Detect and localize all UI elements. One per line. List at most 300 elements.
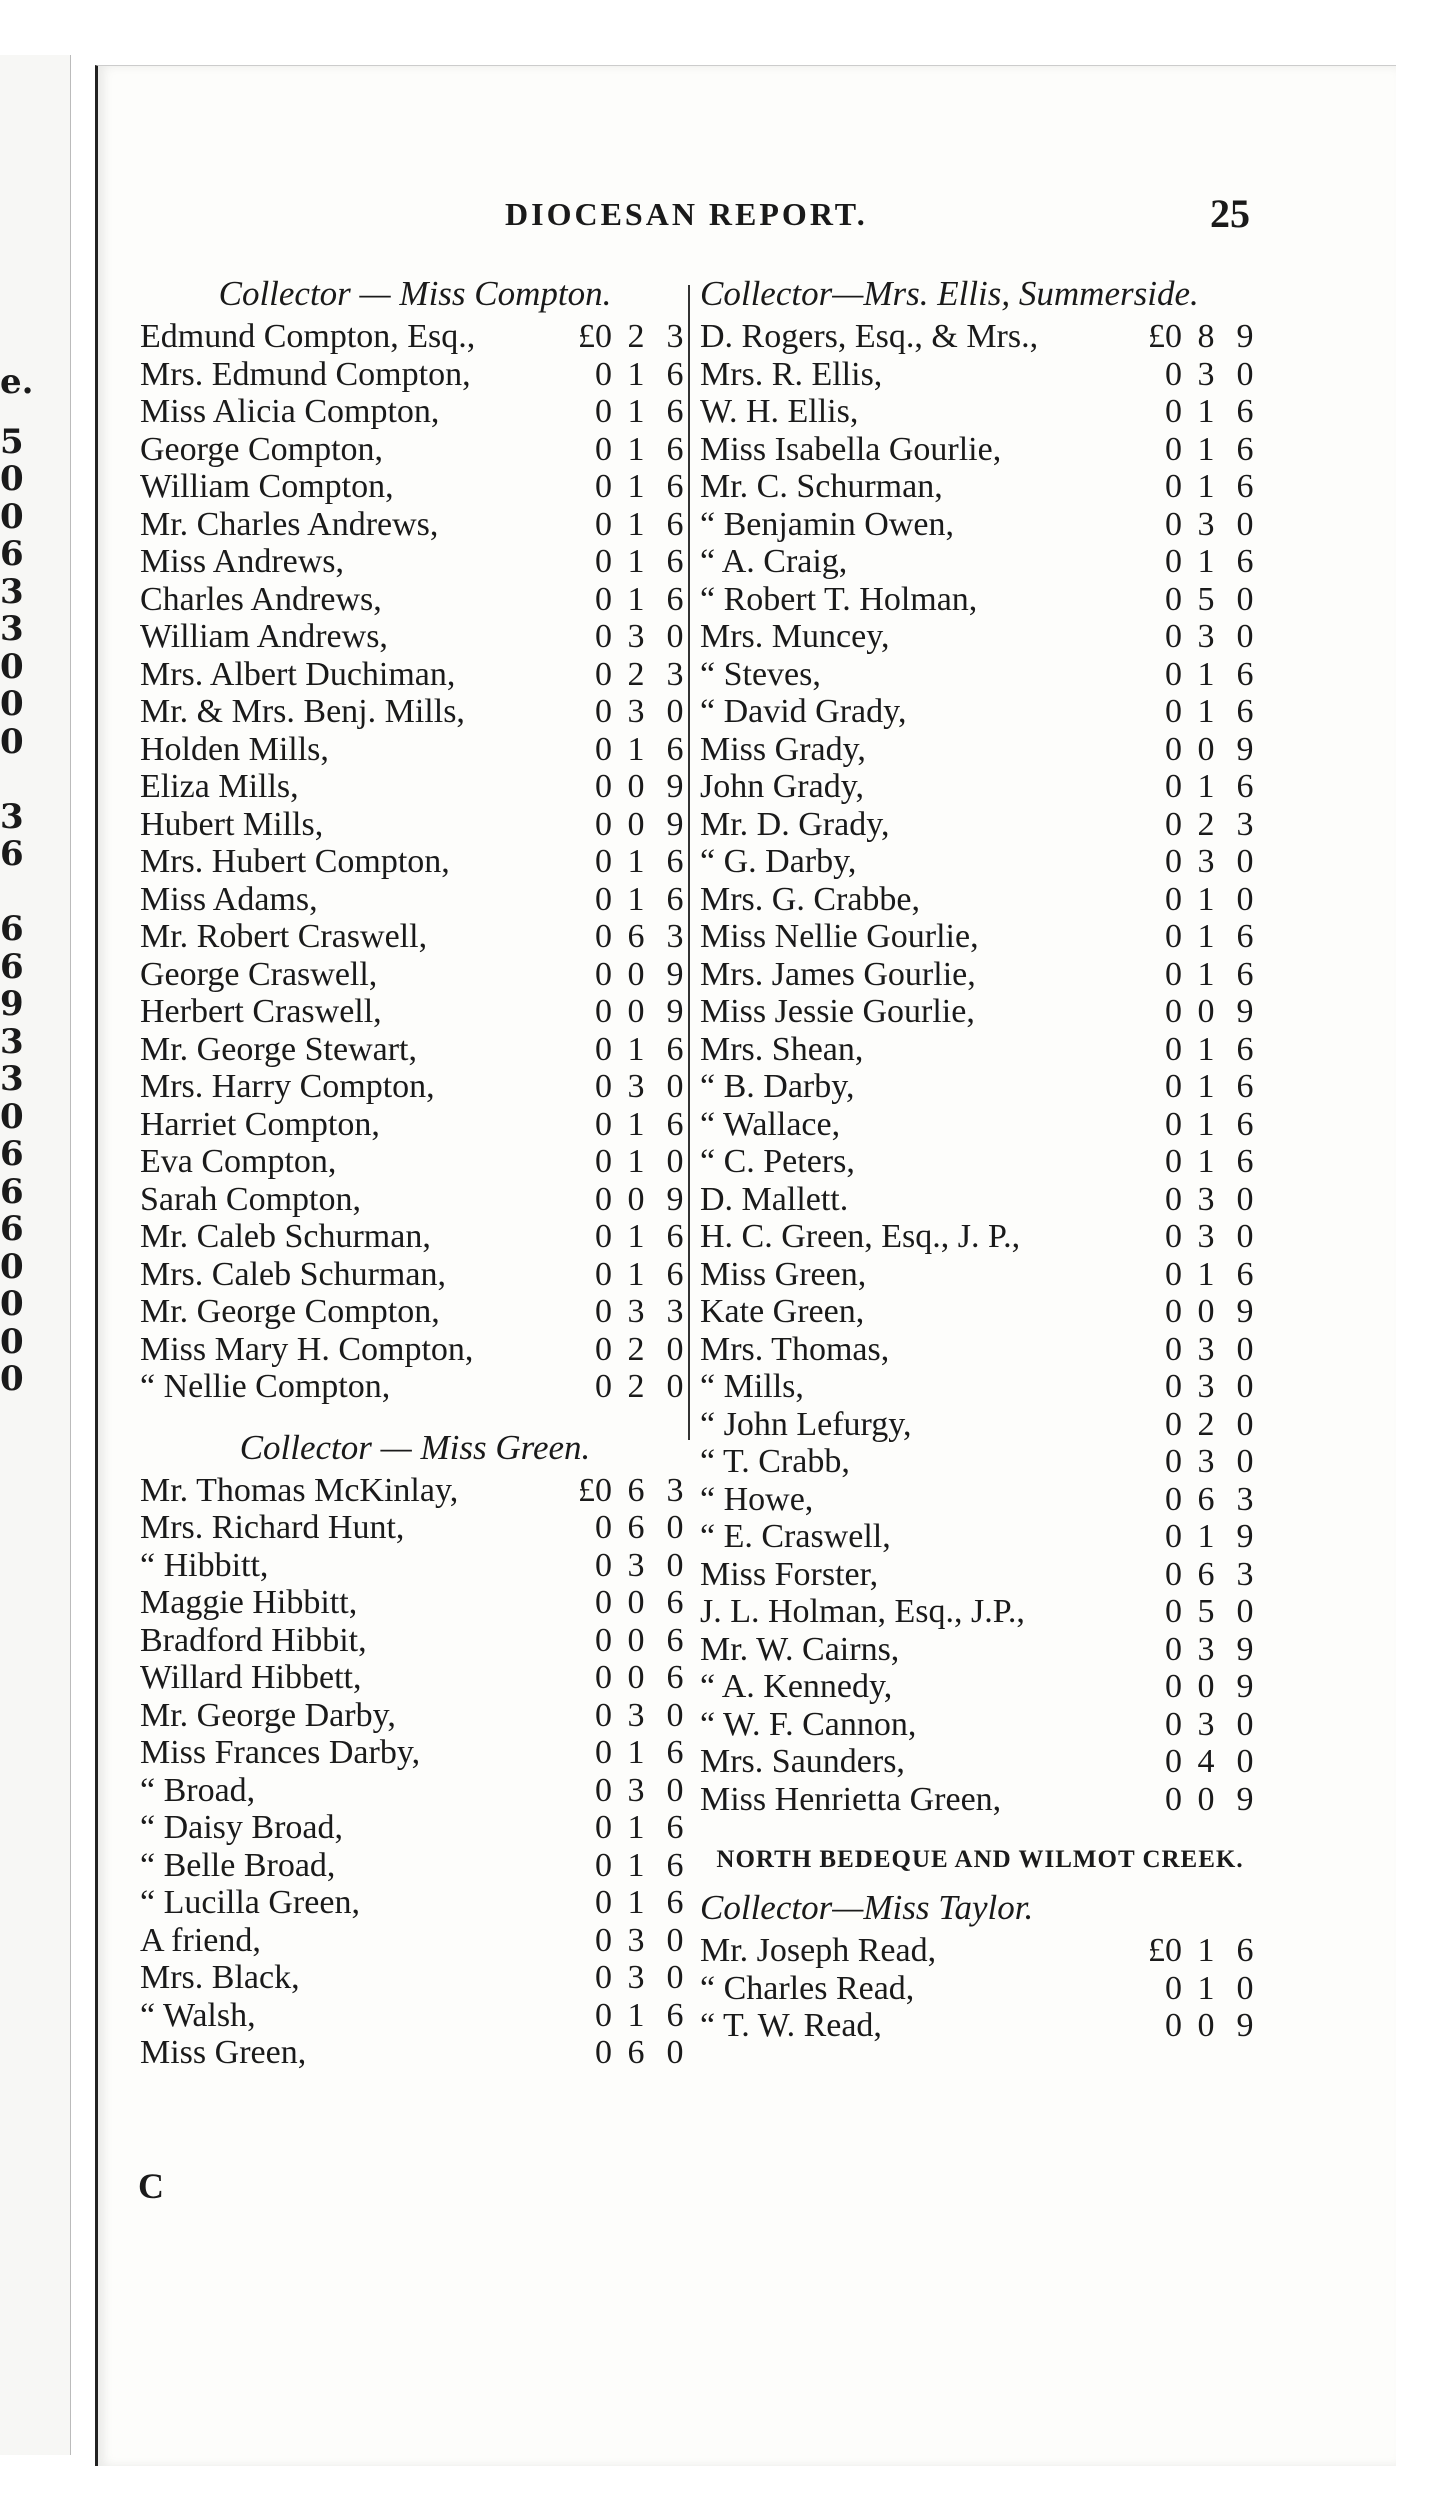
amount-shillings: 0	[1197, 993, 1215, 1030]
amount-shillings: 1	[1197, 768, 1215, 805]
subscriber-name: Mr. George Compton,	[140, 1293, 440, 1330]
amount-pence: 6	[1236, 430, 1254, 468]
amount-pounds: 0	[1165, 430, 1182, 468]
amount-pounds: £0	[578, 1471, 612, 1509]
prev-page-fragment: e.	[0, 362, 34, 402]
amount-pounds: 0	[595, 505, 612, 543]
subscriber-name: Mrs. Harry Compton,	[140, 1068, 435, 1105]
subscriber-row	[700, 468, 1260, 506]
amount-pence: 6	[1236, 1143, 1254, 1180]
subscriber-row	[140, 1106, 690, 1144]
subscriber-row	[140, 1181, 690, 1219]
subscriber-row	[140, 1143, 690, 1181]
amount-shillings: 1	[627, 393, 645, 430]
amount-shillings: 1	[1197, 1969, 1215, 2007]
subscriber-row	[140, 1472, 690, 1510]
subscriber-name: Mr. George Stewart,	[140, 1030, 417, 1068]
amount-pounds: 0	[1165, 730, 1182, 768]
amount-shillings: 6	[627, 1509, 645, 1546]
amount-shillings: 1	[627, 1734, 645, 1771]
amount-pence: 9	[1236, 2007, 1254, 2044]
amount-shillings: 3	[1197, 843, 1215, 880]
subscriber-name: Miss Alicia Compton,	[140, 393, 440, 430]
subscriber-name: Miss Henrietta Green,	[700, 1780, 1002, 1818]
amount-shillings: 0	[1197, 1780, 1215, 1818]
amount-shillings: 0	[627, 955, 645, 993]
subscriber-name: Mrs. Richard Hunt,	[140, 1509, 405, 1546]
amount-shillings: 2	[627, 1368, 645, 1405]
subscriber-name: Eliza Mills,	[140, 768, 299, 805]
prev-page-fragment: 3	[0, 797, 24, 837]
amount-pence: 0	[666, 618, 684, 655]
running-title: DIOCESAN REPORT.	[505, 196, 868, 232]
prev-page-fragment: 3	[0, 609, 24, 649]
collector-heading: Collector—Miss Taylor.	[700, 1888, 1034, 1927]
amount-pounds: 0	[595, 1068, 612, 1105]
amount-pence: 0	[666, 1509, 684, 1546]
amount-pounds: 0	[595, 993, 612, 1030]
subscriber-row	[140, 1368, 690, 1406]
subscriber-name: Mr. Charles Andrews,	[140, 505, 439, 543]
amount-shillings: 3	[1197, 505, 1215, 543]
subscriber-name: Mr. & Mrs. Benj. Mills,	[140, 693, 465, 730]
amount-pounds: 0	[1165, 1443, 1182, 1480]
amount-shillings: 1	[1197, 1030, 1215, 1068]
subscriber-row	[700, 1368, 1260, 1406]
subscriber-name: “ Belle Broad,	[140, 1846, 336, 1884]
amount-pence: 0	[666, 1959, 684, 1996]
subscriber-row	[700, 543, 1260, 581]
subscriber-row	[700, 1293, 1260, 1331]
amount-pence: 0	[666, 1921, 684, 1959]
subscriber-name: Edmund Compton, Esq.,	[140, 318, 476, 355]
subscriber-name: “ Lucilla Green,	[140, 1884, 360, 1921]
amount-pounds: 0	[595, 1659, 612, 1696]
subscriber-row	[700, 768, 1260, 806]
amount-shillings: 1	[627, 580, 645, 618]
subscriber-name: William Andrews,	[140, 618, 388, 655]
subscriber-row	[140, 956, 690, 994]
amount-pounds: 0	[595, 1884, 612, 1921]
subscriber-row	[700, 1218, 1260, 1256]
subscriber-name: Sarah Compton,	[140, 1180, 361, 1218]
amount-pence: 3	[666, 918, 684, 955]
prev-page-fragment: 0	[0, 684, 24, 724]
subscriber-row	[700, 806, 1260, 844]
amount-shillings: 1	[1197, 1932, 1215, 1969]
amount-shillings: 1	[627, 880, 645, 918]
amount-pounds: 0	[595, 1921, 612, 1959]
amount-shillings: 1	[627, 1996, 645, 2034]
amount-shillings: 0	[1197, 1668, 1215, 1705]
amount-pounds: 0	[1165, 1480, 1182, 1518]
subscriber-row	[140, 1293, 690, 1331]
subscriber-name: “ A. Kennedy,	[700, 1668, 893, 1705]
amount-shillings: 1	[1197, 1518, 1215, 1555]
amount-pounds: 0	[1165, 355, 1182, 393]
amount-shillings: 1	[627, 1143, 645, 1180]
amount-shillings: 2	[627, 1330, 645, 1368]
amount-shillings: 3	[1197, 1180, 1215, 1218]
subscriber-row	[140, 431, 690, 469]
amount-pence: 0	[1236, 1443, 1254, 1480]
amount-pence: 9	[1236, 993, 1254, 1030]
subscriber-row	[140, 356, 690, 394]
prev-page-fragment: 0	[0, 1097, 24, 1137]
subscriber-row	[700, 1668, 1260, 1706]
subscriber-name: “ Wallace,	[700, 1105, 841, 1143]
amount-pounds: 0	[1165, 1969, 1182, 2007]
amount-shillings: 3	[627, 618, 645, 655]
amount-pence: 6	[666, 580, 684, 618]
amount-pence: 0	[1236, 1405, 1254, 1443]
amount-shillings: 3	[627, 1921, 645, 1959]
subscriber-row	[700, 1443, 1260, 1481]
amount-shillings: 0	[627, 1584, 645, 1621]
subscriber-name: Miss Jessie Gourlie,	[700, 993, 975, 1030]
subscriber-row	[140, 993, 690, 1031]
prev-page-fragment: 3	[0, 1059, 24, 1099]
amount-pence: 0	[666, 1330, 684, 1368]
subscriber-row	[700, 1556, 1260, 1594]
subscriber-row	[700, 1106, 1260, 1144]
subscriber-name: “ B. Darby,	[700, 1068, 855, 1105]
amount-pence: 6	[1236, 1030, 1254, 1068]
amount-pence: 6	[666, 1996, 684, 2034]
amount-shillings: 3	[627, 1546, 645, 1584]
subscriber-row	[140, 1847, 690, 1885]
amount-shillings: 2	[627, 318, 645, 355]
amount-shillings: 1	[627, 1809, 645, 1846]
prev-page-fragment: 6	[0, 1209, 24, 1249]
amount-pounds: 0	[1165, 1593, 1182, 1630]
prev-page-fragment: 6	[0, 534, 24, 574]
subscriber-row	[140, 2034, 690, 2072]
subscriber-row	[700, 1518, 1260, 1556]
subscriber-row	[700, 506, 1260, 544]
amount-pence: 6	[666, 1584, 684, 1621]
amount-pounds: 0	[595, 1734, 612, 1771]
subscriber-name: D. Mallett.	[700, 1180, 849, 1218]
amount-shillings: 3	[627, 1959, 645, 1996]
amount-pounds: 0	[595, 1546, 612, 1584]
amount-shillings: 1	[627, 1255, 645, 1293]
amount-pounds: 0	[1165, 1705, 1182, 1743]
amount-pence: 9	[1236, 730, 1254, 768]
subscriber-row	[700, 1143, 1260, 1181]
amount-shillings: 3	[1197, 355, 1215, 393]
amount-pounds: 0	[1165, 1143, 1182, 1180]
amount-pounds: 0	[595, 430, 612, 468]
subscriber-name: Miss Forster,	[700, 1555, 879, 1593]
prev-page-fragment: 0	[0, 1322, 24, 1362]
subscriber-row	[700, 1181, 1260, 1219]
subscriber-row	[140, 1734, 690, 1772]
subscriber-row	[140, 1959, 690, 1997]
amount-pounds: 0	[595, 730, 612, 768]
amount-shillings: 3	[1197, 1443, 1215, 1480]
subscriber-row	[140, 1218, 690, 1256]
subscriber-name: Herbert Craswell,	[140, 993, 382, 1030]
subscriber-name: Mrs. Hubert Compton,	[140, 843, 450, 880]
amount-pounds: 0	[1165, 1180, 1182, 1218]
prev-page-fragment: 0	[0, 647, 24, 687]
amount-pounds: 0	[595, 1105, 612, 1143]
subscriber-name: “ G. Darby,	[700, 843, 857, 880]
subscriber-row	[140, 918, 690, 956]
amount-shillings: 1	[627, 505, 645, 543]
amount-pence: 9	[666, 993, 684, 1030]
page-number: 25	[1210, 191, 1250, 236]
amount-pounds: 0	[595, 1330, 612, 1368]
amount-shillings: 1	[627, 543, 645, 580]
prev-page-fragment: 0	[0, 1247, 24, 1287]
amount-pence: 0	[666, 693, 684, 730]
subscriber-row	[140, 1068, 690, 1106]
subscriber-name: Willard Hibbett,	[140, 1659, 362, 1696]
prev-page-fragment: 6	[0, 1134, 24, 1174]
amount-shillings: 3	[1197, 1218, 1215, 1255]
subscriber-row	[700, 843, 1260, 881]
amount-shillings: 1	[1197, 880, 1215, 918]
amount-pounds: 0	[595, 1180, 612, 1218]
subscriber-name: Eva Compton,	[140, 1143, 337, 1180]
amount-shillings: 6	[1197, 1555, 1215, 1593]
amount-shillings: 0	[627, 768, 645, 805]
subscriber-name: “ Howe,	[700, 1480, 814, 1518]
subscriber-name: H. C. Green, Esq., J. P.,	[700, 1218, 1021, 1255]
amount-pounds: 0	[595, 1846, 612, 1884]
amount-pence: 0	[1236, 355, 1254, 393]
subscriber-row	[140, 768, 690, 806]
subscriber-name: “ Broad,	[140, 1771, 256, 1809]
amount-pence: 9	[1236, 1293, 1254, 1330]
subscriber-name: John Grady,	[700, 768, 864, 805]
amount-pounds: 0	[1165, 393, 1182, 430]
amount-pounds: 0	[595, 1218, 612, 1255]
subscriber-name: Mr. C. Schurman,	[700, 468, 943, 505]
prev-page-fragment: 6	[0, 1172, 24, 1212]
subscriber-row	[140, 618, 690, 656]
subscriber-name: Mrs. Edmund Compton,	[140, 355, 471, 393]
amount-pounds: 0	[595, 2034, 612, 2071]
amount-pence: 0	[666, 1546, 684, 1584]
amount-shillings: 3	[1197, 1630, 1215, 1668]
amount-pounds: 0	[595, 618, 612, 655]
subscriber-name: Hubert Mills,	[140, 805, 324, 843]
subscriber-row	[700, 1331, 1260, 1369]
amount-pounds: 0	[1165, 543, 1182, 580]
amount-shillings: 1	[1197, 468, 1215, 505]
subscriber-row	[700, 1631, 1260, 1669]
subscriber-row	[700, 918, 1260, 956]
amount-shillings: 1	[627, 843, 645, 880]
amount-pence: 0	[1236, 1969, 1254, 2007]
amount-pounds: 0	[1165, 1218, 1182, 1255]
subscriber-row	[140, 881, 690, 919]
subscriber-row	[700, 1743, 1260, 1781]
amount-shillings: 1	[1197, 430, 1215, 468]
amount-pence: 0	[1236, 1705, 1254, 1743]
subscriber-name: “ T. W. Read,	[700, 2007, 882, 2044]
subscriber-row	[140, 1331, 690, 1369]
amount-shillings: 3	[627, 1696, 645, 1734]
amount-pence: 6	[1236, 468, 1254, 505]
amount-pence: 9	[666, 955, 684, 993]
subscriber-row	[140, 1997, 690, 2035]
left-column	[140, 270, 690, 2072]
amount-pence: 6	[666, 1659, 684, 1696]
subscriber-name: “ Nellie Compton,	[140, 1368, 391, 1405]
amount-shillings: 6	[627, 2034, 645, 2071]
subscriber-name: Miss Andrews,	[140, 543, 345, 580]
amount-pence: 9	[1236, 318, 1254, 355]
amount-pounds: 0	[595, 805, 612, 843]
subscriber-row	[140, 1622, 690, 1660]
amount-pence: 9	[1236, 1630, 1254, 1668]
amount-shillings: 1	[1197, 1068, 1215, 1105]
subscriber-name: George Compton,	[140, 430, 384, 468]
amount-shillings: 1	[627, 430, 645, 468]
amount-shillings: 0	[1197, 2007, 1215, 2044]
amount-shillings: 1	[1197, 393, 1215, 430]
amount-pence: 6	[1236, 1932, 1254, 1969]
subscriber-name: Miss Frances Darby,	[140, 1734, 421, 1771]
amount-shillings: 1	[1197, 543, 1215, 580]
amount-pence: 6	[666, 1734, 684, 1771]
subscriber-row	[700, 1481, 1260, 1519]
amount-pence: 6	[666, 505, 684, 543]
previous-page-edge	[0, 55, 71, 2455]
prev-page-fragment: 9	[0, 984, 24, 1024]
amount-shillings: 1	[627, 1030, 645, 1068]
subscriber-name: Mrs. Thomas,	[700, 1330, 890, 1368]
subscriber-row	[140, 806, 690, 844]
amount-pounds: 0	[1165, 1293, 1182, 1330]
subscriber-name: “ Benjamin Owen,	[700, 505, 954, 543]
subscriber-name: Mrs. James Gourlie,	[700, 955, 976, 993]
amount-pence: 3	[666, 318, 684, 355]
amount-shillings: 1	[1197, 955, 1215, 993]
amount-pence: 6	[666, 1030, 684, 1068]
subscriber-row	[140, 1884, 690, 1922]
subscriber-row	[140, 1697, 690, 1735]
amount-pence: 6	[666, 1884, 684, 1921]
amount-pounds: 0	[595, 1809, 612, 1846]
amount-pence: 0	[1236, 1180, 1254, 1218]
section-gap	[700, 1818, 1260, 1836]
subscriber-row	[700, 1068, 1260, 1106]
subscriber-row	[140, 468, 690, 506]
subscriber-row	[700, 1593, 1260, 1631]
amount-pounds: 0	[595, 1584, 612, 1621]
amount-shillings: 0	[627, 993, 645, 1030]
amount-pence: 6	[666, 1846, 684, 1884]
prev-page-fragment: 6	[0, 834, 24, 874]
amount-pounds: 0	[595, 1030, 612, 1068]
subscriber-row	[700, 1406, 1260, 1444]
amount-pence: 0	[1236, 843, 1254, 880]
prev-page-fragment: 0	[0, 722, 24, 762]
amount-pence: 6	[666, 543, 684, 580]
subscriber-name: “ E. Craswell,	[700, 1518, 891, 1555]
prev-page-fragment: 3	[0, 572, 24, 612]
prev-page-fragment: 0	[0, 459, 24, 499]
amount-pounds: 0	[1165, 955, 1182, 993]
amount-pence: 0	[666, 1143, 684, 1180]
subscriber-name: Bradford Hibbit,	[140, 1621, 367, 1659]
subscriber-row	[700, 993, 1260, 1031]
subscriber-name: “ Mills,	[700, 1368, 804, 1405]
amount-pence: 3	[1236, 1480, 1254, 1518]
subscriber-name: Maggie Hibbitt,	[140, 1584, 358, 1621]
subscriber-row	[700, 2007, 1260, 2045]
amount-pence: 3	[666, 1471, 684, 1509]
subscriber-name: Miss Isabella Gourlie,	[700, 430, 1002, 468]
subscriber-name: Miss Green,	[700, 1255, 867, 1293]
subscriber-row	[140, 581, 690, 619]
amount-pounds: 0	[1165, 1405, 1182, 1443]
amount-pounds: 0	[1165, 880, 1182, 918]
section-subheading: NORTH BEDEQUE AND WILMOT CREEK.	[716, 1846, 1244, 1873]
subscriber-row	[700, 1781, 1260, 1819]
subscriber-name: Mrs. Saunders,	[700, 1743, 905, 1780]
amount-pence: 6	[1236, 1068, 1254, 1105]
subscriber-row	[700, 956, 1260, 994]
subscriber-row	[700, 1706, 1260, 1744]
amount-pounds: 0	[1165, 468, 1182, 505]
subscriber-name: Mrs. G. Crabbe,	[700, 880, 921, 918]
amount-shillings: 1	[627, 355, 645, 393]
amount-pounds: 0	[1165, 843, 1182, 880]
collector-heading: Collector — Miss Compton.	[218, 274, 612, 313]
amount-pounds: 0	[595, 880, 612, 918]
amount-pounds: 0	[1165, 505, 1182, 543]
amount-pence: 6	[666, 355, 684, 393]
subscriber-name: “ David Grady,	[700, 693, 907, 730]
amount-pence: 6	[666, 430, 684, 468]
amount-shillings: 3	[1197, 1330, 1215, 1368]
amount-pounds: 0	[595, 955, 612, 993]
amount-pence: 6	[666, 1809, 684, 1846]
subscriber-name: Mr. D. Grady,	[700, 805, 890, 843]
subscriber-name: W. H. Ellis,	[700, 393, 859, 430]
subscriber-row	[140, 1809, 690, 1847]
subscriber-name: “ Daisy Broad,	[140, 1809, 344, 1846]
amount-pounds: 0	[1165, 1780, 1182, 1818]
amount-shillings: 0	[627, 805, 645, 843]
amount-pounds: 0	[595, 1959, 612, 1996]
amount-shillings: 3	[1197, 1368, 1215, 1405]
amount-pounds: 0	[1165, 1743, 1182, 1780]
amount-shillings: 1	[1197, 693, 1215, 730]
amount-pounds: 0	[595, 1255, 612, 1293]
amount-pence: 9	[666, 1180, 684, 1218]
subscriber-row	[140, 693, 690, 731]
amount-pounds: 0	[1165, 805, 1182, 843]
amount-pounds: 0	[595, 843, 612, 880]
section-gap	[140, 1406, 690, 1424]
amount-pence: 9	[666, 805, 684, 843]
subscriber-row	[700, 318, 1260, 356]
amount-pence: 0	[1236, 580, 1254, 618]
amount-pence: 0	[1236, 1218, 1254, 1255]
subscriber-row	[700, 693, 1260, 731]
amount-pence: 6	[1236, 1105, 1254, 1143]
amount-pounds: 0	[595, 468, 612, 505]
amount-pounds: 0	[595, 918, 612, 955]
amount-shillings: 3	[627, 1068, 645, 1105]
